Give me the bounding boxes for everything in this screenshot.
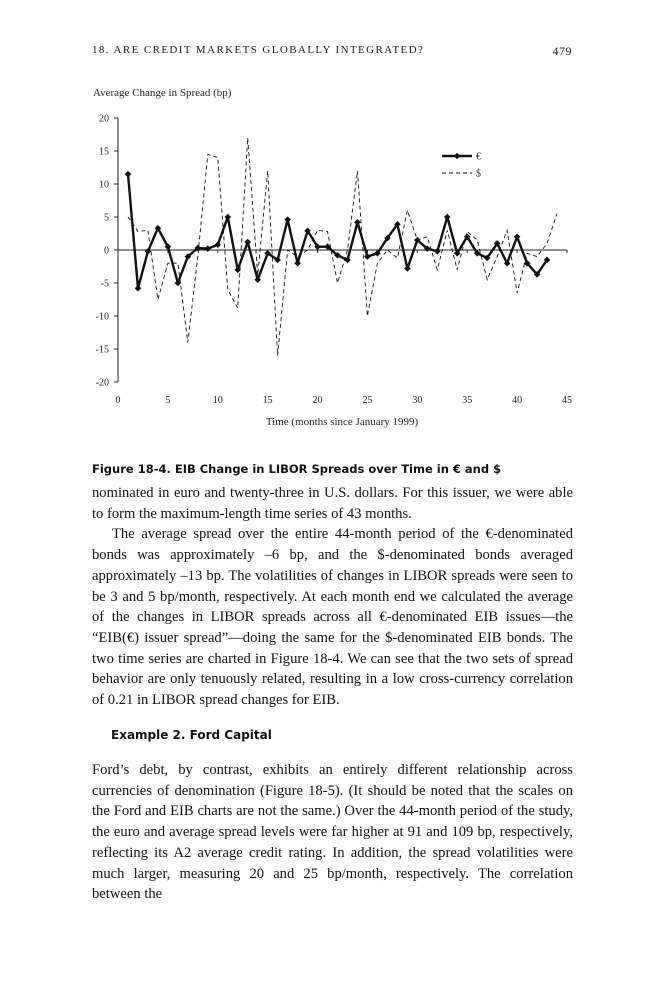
series-eur-point [254, 276, 261, 283]
section-heading: Example 2. Ford Capital [111, 728, 272, 742]
x-tick-label: 45 [562, 395, 572, 406]
series-eur-point [224, 214, 231, 221]
x-tick-label: 25 [362, 395, 373, 406]
y-tick-label: -5 [100, 278, 109, 290]
series-eur-point [354, 219, 361, 226]
page-number: 479 [552, 44, 572, 58]
paragraph: Ford’s debt, by contrast, exhibits an entirely different relationship across currencies of denomination (Figure 18-5). (It should be noted that the scales on the Ford and EIB charts are not the same.) Over the 44-month period of the study, the euro and average spread levels were far higher at 91 and 109 bp, respectively, reflecting its A2 average credit rating. In addition, the spread volatilities were much larger, measuring 20 and 25 bp/month, respectively. The correlation between the [92, 762, 573, 903]
legend-eur-marker [454, 153, 461, 160]
paragraph: The average spread over the entire 44-month period of the €-denominated bonds was approximately –6 bp, and the $-denominated bonds averaged approximately –13 bp. The volatilities of changes in LIBOR spreads were seen to be 3 and 5 bp/month, respectively. At each month end we calculated the average of the changes in LIBOR spreads across all €-denominated EIB issues—the “EIB(€) issuer spread”—doing the same for the $-denominated EIB bonds. The two time series are charted in Figure 18-4. We can see that the two sets of spread behavior are only tenuously related, resulting in a low cross-currency correlation of 0.21 in LIBOR spread changes for EIB. [92, 526, 573, 709]
y-tick-label: 10 [99, 179, 109, 191]
x-axis-label: Time (months since January 1999) [265, 416, 419, 428]
x-tick-label: 30 [412, 395, 423, 406]
series-eur-point [214, 241, 221, 248]
series-eur-point [444, 214, 451, 221]
series-eur-point [514, 234, 521, 241]
x-tick-label: 10 [212, 395, 223, 406]
y-tick-label: 5 [104, 212, 109, 224]
series-eur-point [244, 239, 251, 246]
series-eur-point [145, 248, 152, 255]
series-eur-line [128, 174, 547, 288]
x-tick-label: 40 [512, 395, 523, 406]
x-tick-label: 20 [312, 395, 323, 406]
y-tick-label: -15 [95, 344, 109, 356]
series-eur-point [404, 265, 411, 272]
chapter-title: 18. ARE CREDIT MARKETS GLOBALLY INTEGRATED? [92, 44, 425, 56]
body-section-1 [92, 483, 573, 711]
series-eur-point [125, 171, 132, 178]
x-tick-label: 35 [462, 395, 473, 406]
y-tick-label: 20 [99, 113, 109, 125]
x-tick-label: 5 [165, 395, 171, 406]
y-tick-label: 15 [99, 146, 109, 158]
series-eur-point [135, 285, 142, 292]
chart-series [125, 138, 557, 356]
series-usd-line [128, 138, 557, 356]
figure-chart [60, 78, 590, 458]
y-tick-label: -10 [95, 311, 109, 323]
figure-caption: Figure 18-4. EIB Change in LIBOR Spreads over Time in € and $ [92, 462, 502, 476]
legend-eur-label: € [476, 151, 481, 163]
y-axis-label: Average Change in Spread (bp) [93, 87, 232, 99]
series-eur-point [294, 260, 301, 267]
y-tick-label: -20 [95, 377, 109, 389]
series-eur-point [364, 253, 371, 260]
legend-usd-label: $ [476, 168, 481, 180]
chart-legend [442, 152, 481, 180]
chart-ticks [96, 114, 572, 407]
x-tick-label: 15 [262, 395, 273, 406]
paragraph-continuation: nominated in euro and twenty-three in U.S. dollars. For this issuer, we were able to form the maximum-length time series of 43 months. [92, 485, 573, 522]
series-eur-point [284, 216, 291, 223]
x-tick-label: 0 [115, 395, 121, 406]
body-section-2 [92, 760, 573, 905]
running-head [92, 44, 572, 62]
series-eur-point [205, 245, 212, 252]
series-eur-point [434, 248, 441, 255]
line-chart [60, 78, 590, 458]
y-tick-label: 0 [104, 245, 109, 257]
